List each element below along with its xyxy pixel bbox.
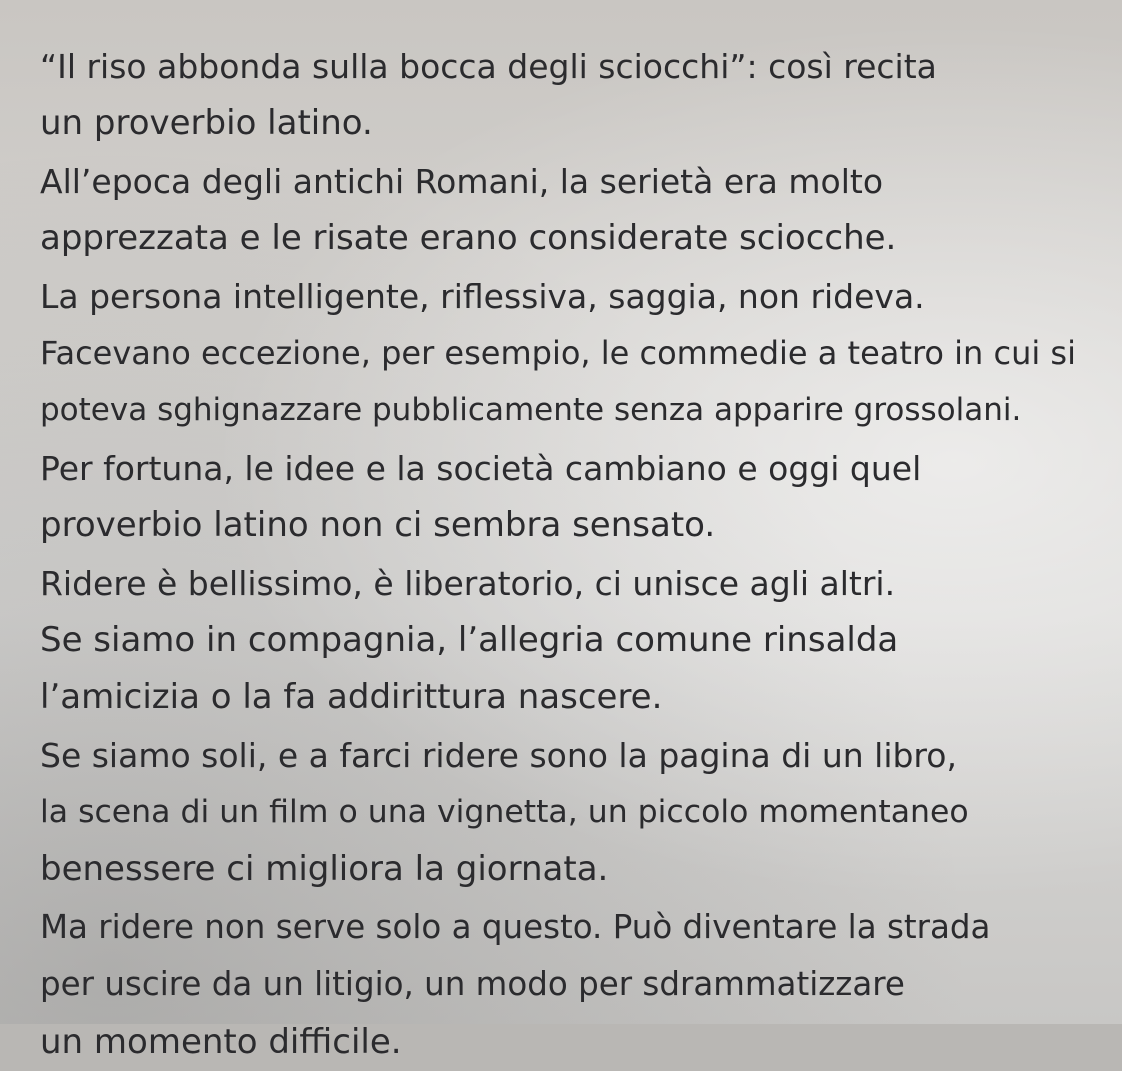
text-line: Per fortuna, le idee e la società cambiano e oggi quel <box>40 448 922 488</box>
text-line: apprezzata e le risate erano considerate sciocche. <box>40 218 897 259</box>
text-line: un proverbio latino. <box>40 103 373 144</box>
text-line: Se siamo in compagnia, l’allegria comune rinsalda <box>40 619 899 660</box>
text-line: Ma ridere non serve solo a questo. Può diventare la strada <box>40 907 991 946</box>
text-line: “Il riso abbonda sulla bocca degli sciocchi”: così recita <box>40 47 937 86</box>
text-line: Se siamo soli, e a farci ridere sono la pagina di un libro, <box>40 735 957 775</box>
text-line: per uscire da un litigio, un modo per sdrammatizzare <box>40 965 905 1004</box>
text-line: La persona intelligente, riflessiva, saggia, non rideva. <box>40 276 925 316</box>
text-line: la scena di un film o una vignetta, un piccolo momentaneo <box>40 794 969 831</box>
text-line: Ridere è bellissimo, è liberatorio, ci unisce agli altri. <box>40 563 896 603</box>
text-line: poteva sghignazzare pubblicamente senza apparire grossolani. <box>40 392 1022 429</box>
text-line: proverbio latino non ci sembra sensato. <box>40 505 716 546</box>
body-text <box>40 38 1110 1071</box>
text-line: benessere ci migliora la giornata. <box>40 849 609 890</box>
text-line: Facevano eccezione, per esempio, le commedie a teatro in cui si <box>40 333 1076 372</box>
text-line: l’amicizia o la fa addirittura nascere. <box>40 677 663 718</box>
text-line: All’epoca degli antichi Romani, la serietà era molto <box>40 161 884 201</box>
text-line: un momento difficile. <box>40 1021 402 1062</box>
